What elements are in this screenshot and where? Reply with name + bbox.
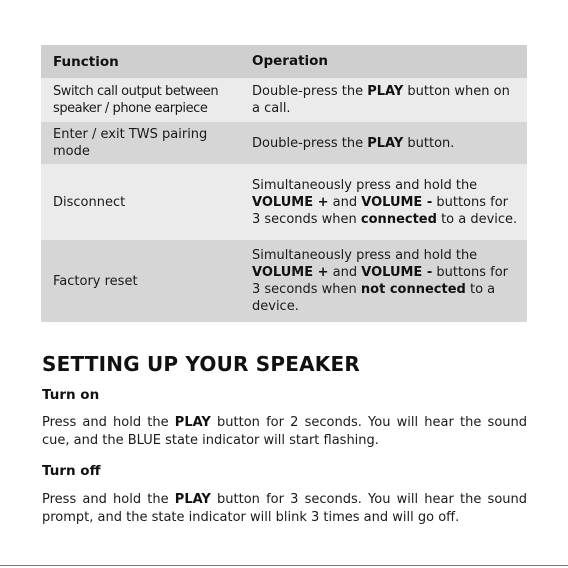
volume-up-term: VOLUME + [252, 194, 329, 210]
table-row [41, 240, 527, 322]
function-line: Enter / exit TWS pairing [53, 127, 208, 142]
table-header-row [41, 45, 527, 78]
operation-text: Simultaneously press and hold the [252, 248, 478, 263]
turn-off-heading: Turn off [42, 463, 101, 479]
function-cell: Factory reset [41, 240, 252, 322]
operation-text: buttons for 3 seconds when [252, 194, 509, 227]
function-line: mode [53, 144, 90, 159]
play-button-term: PLAY [367, 135, 404, 151]
function-line: Switch call output between [53, 84, 219, 99]
turn-on-paragraph [42, 414, 527, 450]
play-button-term: PLAY [367, 84, 404, 99]
volume-down-term: VOLUME - [361, 265, 433, 280]
operation-cell [252, 240, 527, 322]
table-row [41, 78, 527, 122]
volume-down-term: VOLUME - [361, 194, 433, 210]
function-cell [41, 122, 252, 164]
operation-text: Simultaneously press and hold the [252, 177, 478, 193]
table-row [41, 122, 527, 164]
section-title: SETTING UP YOUR SPEAKER [42, 352, 360, 376]
not-connected-term: not connected [360, 282, 466, 297]
function-cell [41, 78, 252, 122]
operation-text: and [328, 194, 362, 210]
turn-on-heading: Turn on [42, 387, 100, 403]
function-cell: Disconnect [41, 164, 252, 240]
paragraph-text: button for 2 seconds. You will hear the sound cue, and the BLUE state indicator will start flashing. [42, 415, 527, 448]
operation-text: to a device. [252, 282, 496, 314]
volume-up-term: VOLUME + [252, 265, 329, 280]
header-function: Function [41, 45, 252, 78]
operation-text: button when on a call. [252, 84, 510, 116]
paragraph-text: button for 3 seconds. You will hear the sound prompt, and the state indicator will blink 3 times and will go off. [42, 492, 527, 525]
table-row [41, 164, 527, 240]
operation-cell [252, 164, 527, 240]
operation-cell [252, 78, 527, 122]
play-button-term: PLAY [174, 415, 211, 430]
header-operation: Operation [252, 45, 527, 78]
paragraph-text: Press and hold the [42, 415, 175, 430]
operation-text: Double-press the [252, 135, 368, 151]
operation-text: Double-press the [252, 84, 368, 99]
operation-cell [252, 122, 527, 164]
operation-text: button. [403, 135, 455, 151]
turn-off-paragraph [42, 491, 527, 527]
play-button-term: PLAY [174, 492, 211, 507]
paragraph-text: Press and hold the [42, 492, 175, 507]
function-line: speaker / phone earpiece [53, 101, 208, 116]
operation-text: to a device. [436, 211, 518, 227]
connected-term: connected [360, 211, 437, 227]
operation-text: buttons for 3 seconds when [252, 265, 509, 297]
operation-text: and [328, 265, 362, 280]
page-bottom-rule [0, 565, 568, 566]
function-operation-table [41, 45, 527, 322]
